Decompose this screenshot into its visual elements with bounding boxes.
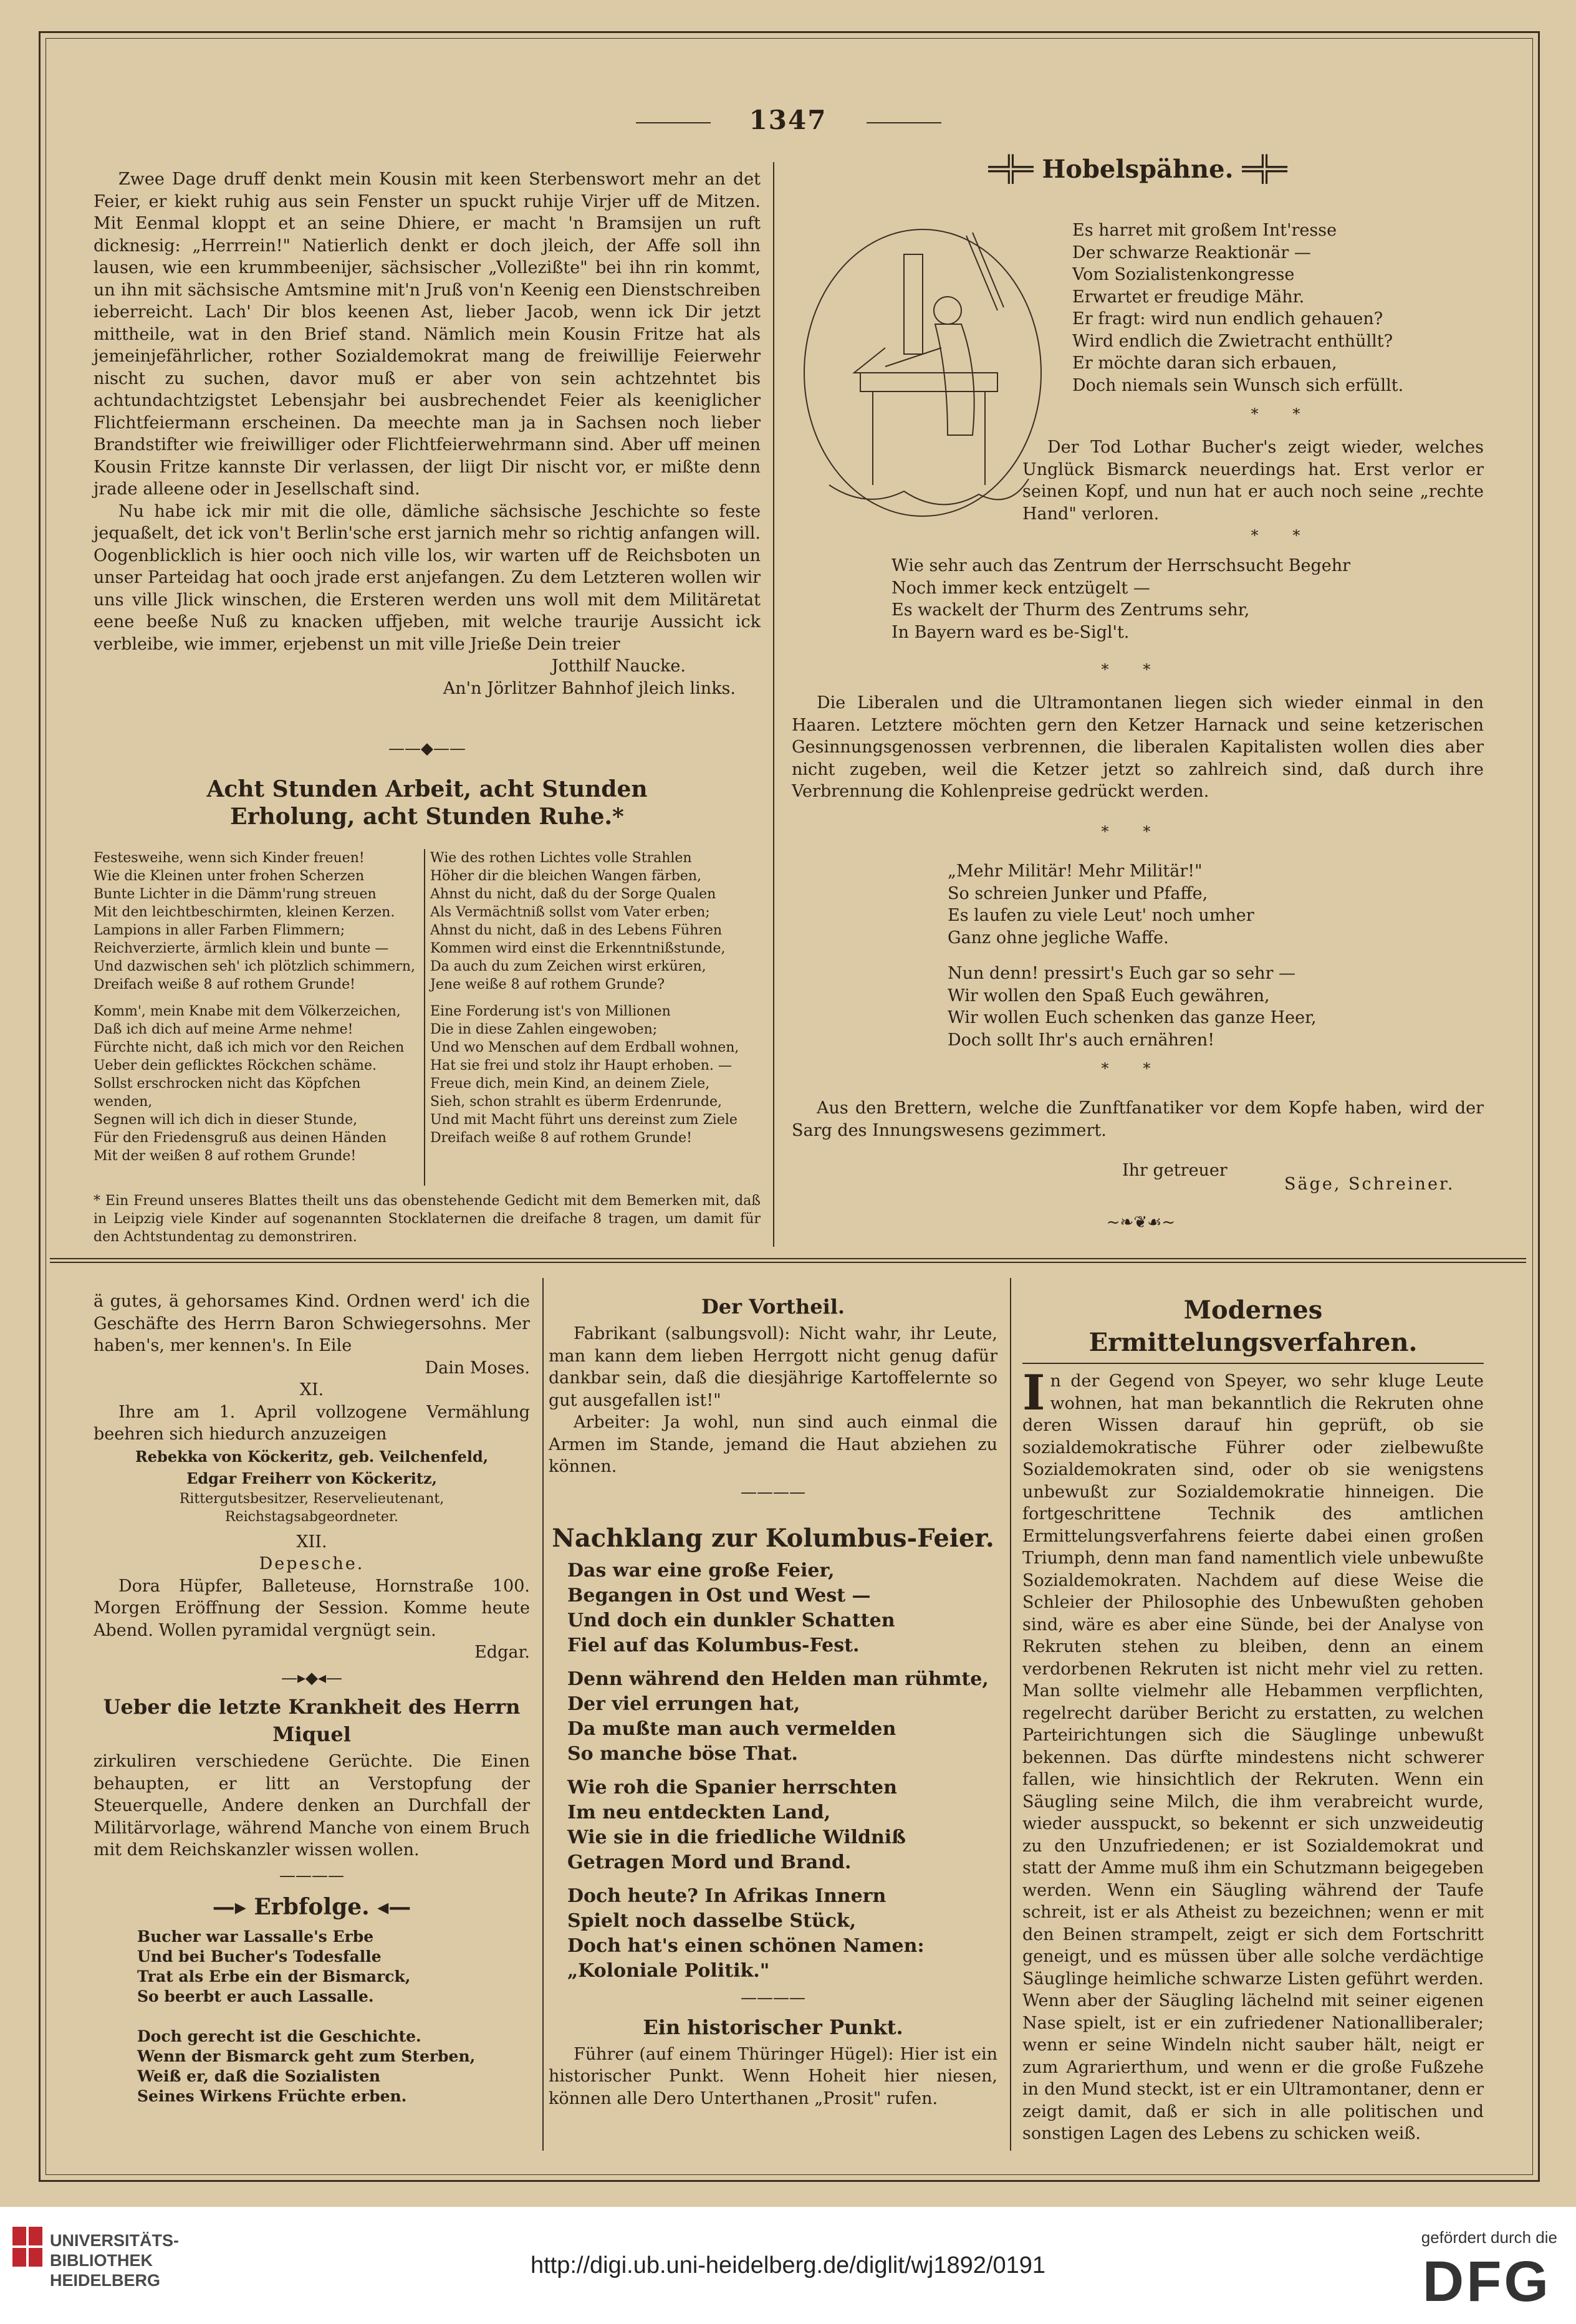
poem-line: Bucher war Lassalle's Erbe: [137, 1928, 374, 1946]
poem-line: Ahnst du nicht, daß in des Lebens Führen: [430, 923, 723, 938]
hobel-signature: Säge, Schreiner.: [1284, 1174, 1455, 1194]
poem-line: Im neu entdeckten Land,: [567, 1802, 831, 1823]
poem-line: Fürchte nicht, daß ich mich vor den Reichen: [94, 1040, 405, 1055]
poem-stanza: [430, 1002, 761, 1147]
section-xii-number: XII.: [296, 1532, 327, 1552]
poem-line: Da mußte man auch vermelden: [567, 1718, 896, 1740]
poem-line: Doch niemals sein Wunsch sich erfüllt.: [1072, 375, 1404, 395]
poem-line: Mit der weißen 8 auf rothem Grunde!: [94, 1148, 357, 1164]
section-xi-number: XI.: [299, 1380, 324, 1400]
poem-line: Doch gerecht ist die Geschichte.: [137, 2027, 421, 2045]
erbfolge-title: —▸ Erbfolge. ◂—: [212, 1894, 411, 1920]
poem-line: Eine Forderung ist's von Millionen: [430, 1004, 671, 1019]
letter-column: [94, 168, 761, 699]
asterism: * *: [1251, 405, 1305, 423]
dfg-logo: DFG: [1422, 2250, 1551, 2313]
miquel-text: zirkuliren verschiedene Gerüchte. Die Einen behaupten, er litt an Verstopfung der Steuerquelle, Andere denken an Durchfall der Militärvorlage, während Manche von einem Bruch mit dem Reichskanzler wissen wollen.: [94, 1752, 530, 1860]
poem-stanza: [567, 1884, 997, 1984]
poem-line: So beerbt er auch Lassalle.: [137, 1987, 374, 2005]
poem-line: Wie des rothen Lichtes volle Strahlen: [430, 850, 692, 866]
asterism: * *: [1101, 823, 1156, 840]
dropcap: I: [1022, 1365, 1045, 1421]
asterism: * *: [1251, 527, 1305, 544]
poem-line: Es wackelt der Thurm des Zentrums sehr,: [891, 600, 1250, 620]
poem-line: Und bei Bucher's Todesfalle: [137, 1947, 382, 1966]
poem-line: Doch hat's einen schönen Namen:: [567, 1935, 925, 1957]
acht-stunden-footnote: * Ein Freund unseres Blattes theilt uns das obenstehende Gedicht mit dem Bemerken mit, daß in Leipzig viele Kinder auf sogenannten Stocklaternen die dreifache 8 tragen, um damit für den Achtstundentag zu demonstriren.: [94, 1193, 761, 1245]
poem-line: Jene weiße 8 auf rothem Grunde?: [430, 977, 665, 992]
poem-line: Komm', mein Knabe mit dem Völkerzeichen,: [94, 1004, 401, 1019]
poem-line: Sollst erschrocken nicht das Köpfchen wenden,: [94, 1076, 361, 1110]
poem-line: Trat als Erbe ein der Bismarck,: [137, 1967, 411, 1985]
hobel-prose-2: Die Liberalen und die Ultramontanen liegen sich wieder einmal in den Haaren. Letztere möchten gern den Ketzer Harnack und seine ketzerischen Gesinnungsgenossen verbrennen, die liberalen Kapitalisten wollen dies aber nicht zugeben, weil die Ketzer jetzt so zahlreich sind, daß durch ihre Verbrennung die Kohlenpreise gedrückt werden.: [792, 693, 1484, 801]
poem-line: Als Vermächtniß sollst vom Vater erben;: [430, 905, 710, 920]
poem-line: Nun denn! pressirt's Euch gar so sehr —: [948, 964, 1296, 983]
poem-line: Wie sehr auch das Zentrum der Herrschsucht Begehr: [891, 556, 1351, 575]
poem-line: Wie roh die Spanier herrschten: [567, 1777, 897, 1798]
section-xii-text: Dora Hüpfer, Balleteuse, Hornstraße 100. Morgen Eröffnung der Session. Komme heute Abend. Wollen pyramidal vergnügt sein.: [94, 1576, 530, 1640]
poem-line: Da auch du zum Zeichen wirst erküren,: [430, 959, 706, 974]
section-xi-text: Ihre am 1. April vollzogene Vermählung beehren sich hiedurch anzuzeigen: [94, 1402, 530, 1444]
university-name: UNIVERSITÄTS- BIBLIOTHEK HEIDELBERG: [50, 2231, 180, 2290]
moses-letter-end: ä gutes, ä gehorsames Kind. Ordnen werd' ich die Geschäfte des Herrn Baron Schwiegersohns. Mer haben's, mer kennen's. In Eile: [94, 1292, 530, 1355]
letter-paragraph: Nu habe ick mir mit die olle, dämliche sächsische Jeschichte so feste jequaßelt, det ick von't Berlin'sche erst jarnich mehr so richtig anfangen will. Oogenblicklich is hier ooch nich ville los, wir warten uff de Reichsboten un unser Parteidag hat ooch jrade erst anjefangen. Zu dem Letzteren wollen wir uns ville Jlick winschen, die Ersteren werden uns woll mit dem Militäretat eene beeße Nuß zu knacken uffjeben, mit welche traurije Aussicht ick verbleibe, wie immer, erjebenst un mit ville Jrieße Dein treier: [94, 501, 761, 654]
poem-stanza: [94, 849, 418, 994]
poem-line: Dreifach weiße 8 auf rothem Grunde!: [94, 977, 355, 992]
kolumbus-title: Nachklang zur Kolumbus-Feier.: [552, 1524, 994, 1553]
bottom-left-column: [94, 1290, 530, 2106]
poem-line: Wird endlich die Zwietracht enthüllt?: [1072, 331, 1393, 351]
hobel-stanza-1: [1072, 219, 1484, 396]
poem-line: Vom Sozialistenkongresse: [1072, 265, 1295, 284]
poem-line: Dreifach weiße 8 auf rothem Grunde!: [430, 1130, 692, 1146]
groom-title: Rittergutsbesitzer, Reservelieutenant, Reichstagsabgeordneter.: [179, 1491, 444, 1525]
kolumbus-poem: [549, 1558, 997, 1984]
bottom-right-column: [1022, 1290, 1484, 2145]
hobel-stanza-2: [891, 555, 1453, 643]
column-rule-bottom-2: [1010, 1278, 1011, 2151]
miquel-title: Ueber die letzte Krankheit des Herrn Miquel: [103, 1695, 521, 1746]
poem-line: In Bayern ward es be-Sigl't.: [891, 622, 1130, 642]
page-number: 1347: [749, 105, 827, 135]
poem-line: Der viel errungen hat,: [567, 1693, 800, 1715]
acht-stunden-section: [94, 773, 761, 833]
erbfolge-poem: [94, 1927, 530, 2106]
punkt-title: Ein historischer Punkt.: [643, 2015, 903, 2039]
poem-line: Ahnst du nicht, daß du der Sorge Qualen: [430, 886, 716, 902]
section-xii-heading: Depesche.: [259, 1554, 365, 1573]
poem-column-rule: [424, 849, 425, 1186]
letter-signature: Jotthilf Naucke.: [551, 656, 686, 676]
poem-line: Segnen will ich dich in dieser Stunde,: [94, 1112, 358, 1128]
section-divider: ——◆——: [388, 739, 466, 758]
poem-line: „Koloniale Politik.": [567, 1960, 770, 1982]
page-split-rule: [50, 1258, 1526, 1259]
poem-line: Daß ich dich auf meine Arme nehme!: [94, 1022, 353, 1037]
poem-line: Noch immer keck entzügelt —: [891, 578, 1150, 598]
poem-stanza: [94, 1002, 418, 1165]
poem-line: Erwartet er freudige Mähr.: [1072, 287, 1305, 307]
poem-line: Für den Friedensgruß aus deinen Händen: [94, 1130, 387, 1146]
vortheil-title: Der Vortheil.: [701, 1295, 845, 1318]
moses-signature: Dain Moses.: [425, 1358, 530, 1378]
section-divider: —▸◆◂—: [281, 1668, 343, 1688]
poem-line: Er fragt: wird nun endlich gehauen?: [1072, 309, 1383, 329]
column-rule-bottom-1: [542, 1278, 544, 2151]
poem-line: So schreien Junker und Pfaffe,: [948, 883, 1208, 903]
poem-line: Das war eine große Feier,: [567, 1560, 835, 1582]
poem-line: Sieh, schon strahlt es überm Erdenrunde,: [430, 1094, 723, 1110]
acht-stunden-title: Acht Stunden Arbeit, acht Stunden Erholung, acht Stunden Ruhe.*: [206, 776, 648, 830]
punkt-text: Führer (auf einem Thüringer Hügel): Hier ist ein historischer Punkt. Wenn Hoheit hier niesen, können alle Dero Unterthanen „Prosit" rufen.: [549, 2044, 997, 2108]
poem-line: Und doch ein dunkler Schatten: [567, 1610, 895, 1631]
poem-line: Wir wollen Euch schenken das ganze Heer,: [948, 1008, 1317, 1027]
poem-line: Wie sie in die friedliche Wildniß: [567, 1827, 906, 1848]
poem-line: Wie die Kleinen unter frohen Scherzen: [94, 868, 365, 884]
vortheil-text-1: Fabrikant (salbungsvoll): Nicht wahr, ihr Leute, man kann dem lieben Herrgott nicht genug dafür dankbar sein, daß die diesjährige Kartoffelernte so gut ausgefallen ist!": [549, 1324, 997, 1410]
section-divider: ————: [279, 1866, 344, 1885]
poem-line: Es laufen zu viele Leut' noch umher: [948, 906, 1254, 925]
poem-line: Wir wollen den Spaß Euch gewähren,: [948, 986, 1270, 1006]
poem-line: Kommen wird einst die Erkenntnißstunde,: [430, 941, 726, 956]
poem-stanza: [567, 1558, 997, 1658]
poem-line: Fiel auf das Kolumbus-Fest.: [567, 1635, 860, 1656]
acht-stunden-right-column: [430, 849, 761, 1147]
poem-line: Festesweihe, wenn sich Kinder freuen!: [94, 850, 365, 866]
ornament-divider: ~❧❦☙~: [1106, 1213, 1176, 1232]
bride-name: Rebekka von Köckeritz, geb. Veilchenfeld,: [135, 1447, 489, 1466]
poem-line: Spielt noch dasselbe Stück,: [567, 1910, 857, 1932]
hobel-title: ═╬═ Hobelspähne. ═╬═: [988, 155, 1287, 184]
hobel-prose-3: Aus den Brettern, welche die Zunftfanatiker vor dem Kopfe haben, wird der Sarg des Innungswesens gezimmert.: [792, 1098, 1484, 1140]
asterism: * *: [1101, 661, 1156, 678]
hobel-closing: Ihr getreuer: [1122, 1161, 1228, 1180]
poem-line: Wenn der Bismarck geht zum Sterben,: [137, 2047, 476, 2065]
asterism: * *: [1101, 1060, 1156, 1077]
poem-line: Seines Wirkens Früchte erben.: [137, 2087, 407, 2105]
letter-signature-address: An'n Jörlitzer Bahnhof jleich links.: [443, 678, 736, 698]
column-rule-top: [773, 162, 774, 1247]
poem-line: „Mehr Militär! Mehr Militär!": [948, 862, 1203, 881]
ermittelung-title: Modernes Ermittelungsverfahren.: [1022, 1294, 1484, 1364]
section-divider: ————: [741, 1482, 805, 1502]
poem-line: Doch heute? In Afrikas Innern: [567, 1885, 886, 1907]
carpenter-illustration: [792, 186, 1054, 535]
poem-line: Und dazwischen seh' ich plötzlich schimmern,: [94, 959, 416, 974]
poem-line: Freue dich, mein Kind, an deinem Ziele,: [430, 1076, 710, 1092]
bottom-middle-column: [549, 1290, 997, 2110]
acht-stunden-left-column: [94, 849, 418, 1165]
poem-line: Ganz ohne jegliche Waffe.: [948, 928, 1169, 948]
poem-line: Er möchte daran sich erbauen,: [1072, 353, 1337, 373]
poem-line: Die in diese Zahlen eingewoben;: [430, 1022, 658, 1037]
ermittelung-text: In der Gegend von Speyer, wo sehr kluge Leute wohnen, hat man bekanntlich die Rekruten ohne deren Wissen darauf hin geprüft, ob sie sozialdemokratische Führer oder zielbewußte Sozialdemokraten sind, oder ob sie wenigstens unbewußt zur Sozialdemokratie hinneigen. Die fortgeschrittene Technik des amtlichen Ermittelungsverfahrens feierte dabei einen großen Triumph, denn man fand namentlich viele unbewußte Sozialdemokraten. Nachdem auf diese Weise die Schleier der Philosophie des Unbewußten gehoben sind, wäre es aber eine Sünde, bei der Analyse von Rekruten stehen zu bleiben, denn an einem verdorbenen Rekruten ist nicht mehr viel zu retten. Man sollte vielmehr alle Hebammen verpflichten, regelrecht darüber Bericht zu erstatten, zu welchen Parteirichtungen sich die Säuglinge unbewußt bekennen. Das dürfte mindestens nicht schwerer fallen, wie hinsichtlich der Rekruten. Wenn ein Säugling seine Milch, die ihm verabreicht wurde, wieder ausspuckt, so bekennt er sich unzweideutig zu den Unzufriedenen; er ist Sozialdemokrat und statt der Amme muß ihm ein Schutzmann beigegeben werden. Wenn ein Säugling während der Taufe schreit, ist er als Atheist zu bezeichnen; wenn er mit den Beinen strampelt, zeigt er sich dem Fortschritt geneigt, und es müssen über alle solche verdächtige Säuglinge heimliche schwarze Listen geführt werden. Wenn aber der Säugling lächelnd mit seiner eigenen Nase spielt, ist er ein zufriedener Nationalliberaler; wenn er seine Windeln nicht sauber hält, neigt er zum Agrarierthum, und wenn er die große Fußzehe in den Mund steckt, ist er ein Ultramontaner, denn er zeigt damit, daß er sich in alle politischen und sonstigen Lagen des Lebens zu schicken weiß.: [1022, 1365, 1484, 2143]
poem-line: Mit den leichtbeschirmten, kleinen Kerzen.: [94, 905, 395, 920]
poem-stanza: [567, 1775, 997, 1875]
page-number-rule-right: [867, 122, 941, 123]
poem-line: Bunte Lichter in die Dämm'rung streuen: [94, 886, 377, 902]
page-split-rule-2: [50, 1262, 1526, 1263]
poem-line: Höher dir die bleichen Wangen färben,: [430, 868, 702, 884]
section-divider: ————: [741, 1989, 805, 2007]
letter-paragraph: Zwee Dage druff denkt mein Kousin mit keen Sterbenswort mehr an det Feier, er kiekt ruhig aus sein Fenster un spuckt ruhije Virjer uff de Mitzen. Mit Eenmal kloppt et an seine Dhiere, er macht 'n Bramsijen un ruft dicknesig: „Herrrein!" Natierlich denkt er doch jleich, der Affe soll ihn lausen, wie een krummbeenijer, sächsischer „Vollezißte" bei ihn rin kommt, un ihn mit sächsische Amtsmine mit'n Jruß von'n Keenig een Dienstschreiben ieberreicht. Lach' Dir blos keenen Ast, lieber Jacob, wenn ick Dir jetzt mittheile, wat in den Brief stand. Nämlich mein Kousin Fritze hat als jemeinjefährlicher, rother Sozialdemokrat mang de freiwillije Feierwehr nischt zu suchen, davor muß er aber von sein achtzehntet bis achtundachtzigstet Lebensjahr bei ausbrechendet Feier als keeniglicher Flichtfeiermann erscheinen. Da meechte man ja in Sachsen noch lieber Brandstifter wie freiwilliger oder Flichtfeierwehrmann sind. Aber uff meinen Kousin Fritze kannste Dir verlassen, der liigt Dir nischt vor, er mißte denn jrade alleene oder in Jesellschaft sind.: [94, 170, 761, 499]
poem-line: Weiß er, daß die Sozialisten: [137, 2067, 381, 2085]
poem-line: Es harret mit großem Int'resse: [1072, 221, 1337, 240]
poem-line: Denn während den Helden man rühmte,: [567, 1668, 989, 1690]
poem-line: Und mit Macht führt uns dereinst zum Ziele: [430, 1112, 738, 1128]
hobel-section: [792, 150, 1484, 190]
groom-name: Edgar Freiherr von Köckeritz,: [186, 1469, 437, 1487]
poem-line: Hat sie frei und stolz ihr Haupt erhoben. —: [430, 1058, 732, 1073]
poem-line: So manche böse That.: [567, 1743, 799, 1765]
poem-line: Begangen in Ost und West —: [567, 1585, 871, 1606]
vortheil-text-2: Arbeiter: Ja wohl, nun sind auch einmal die Armen im Stande, jemand die Haut abziehen zu können.: [549, 1413, 997, 1476]
hobel-stanza-3-4: [948, 860, 1446, 1051]
edgar-signature: Edgar.: [474, 1643, 530, 1662]
poem-stanza: [430, 849, 761, 994]
funded-by-label: gefördert durch die: [1421, 2228, 1557, 2247]
poem-line: Reichverzierte, ärmlich klein und bunte —: [94, 941, 389, 956]
poem-stanza: [567, 1667, 997, 1767]
poem-line: [137, 2007, 530, 2027]
poem-line: Getragen Mord und Brand.: [567, 1851, 852, 1873]
poem-line: Lampions in aller Farben Flimmern;: [94, 923, 345, 938]
poem-line: Doch sollt Ihr's auch ernähren!: [948, 1030, 1215, 1050]
permalink-url[interactable]: http://digi.ub.uni-heidelberg.de/diglit/wj1892/0191: [530, 2252, 1046, 2278]
poem-line: Und wo Menschen auf dem Erdball wohnen,: [430, 1040, 739, 1055]
poem-line: Ueber dein geflicktes Röckchen schäme.: [94, 1058, 377, 1073]
hobel-prose-1: Der Tod Lothar Bucher's zeigt wieder, welches Unglück Bismarck neuerdings hat. Erst verlor er seinen Kopf, und nun hat er auch noch seine „rechte Hand" verloren.: [1022, 438, 1484, 524]
poem-line: Der schwarze Reaktionär —: [1072, 242, 1311, 262]
